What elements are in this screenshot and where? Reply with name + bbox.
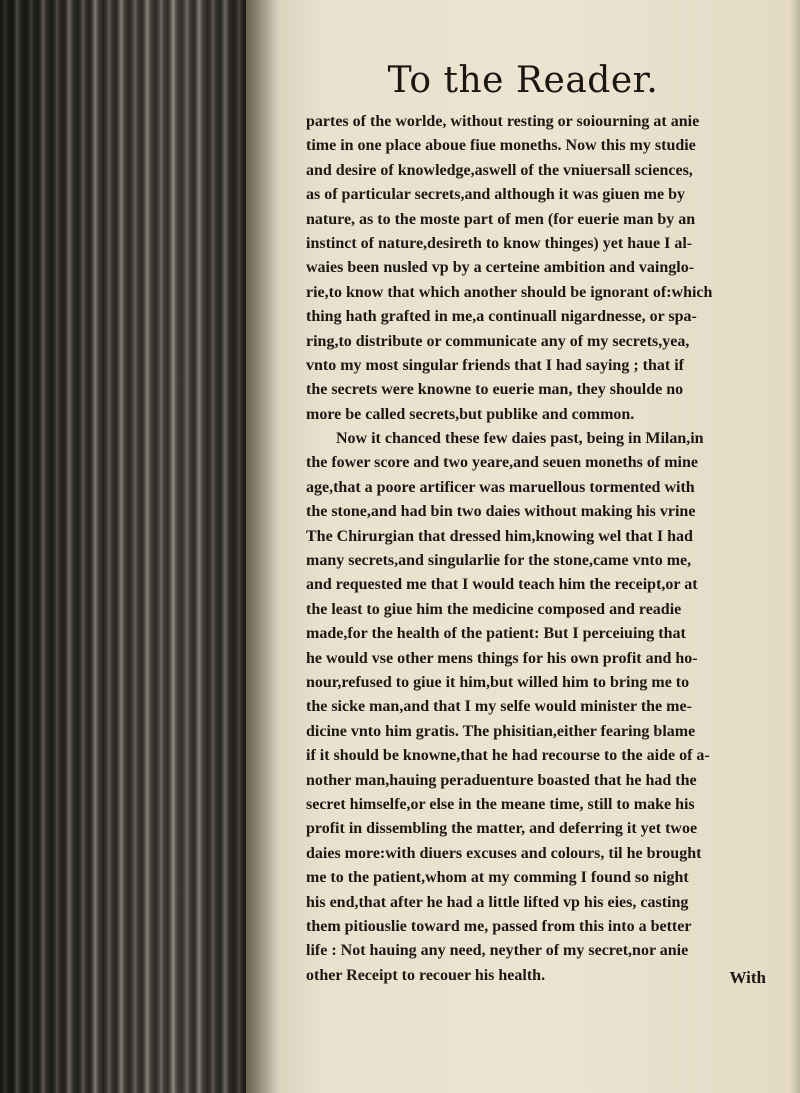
text-line: the fower score and two yeare,and seuen moneths of mine: [306, 454, 698, 472]
text-line: rie,to know that which another should be ignorant of:which: [306, 283, 713, 301]
text-line: age,that a poore artificer was maruellous tormented with: [306, 478, 695, 496]
body-text: [306, 110, 766, 988]
text-line: many secrets,and singularlie for the stone,came vnto me,: [306, 552, 692, 570]
text-line: vnto my most singular friends that I had saying ; that if: [306, 356, 684, 374]
text-line: the stone,and had bin two daies without making his vrine: [306, 503, 696, 521]
text-line: Now it chanced these few daies past, being in Milan,in: [336, 430, 704, 448]
text-line: partes of the worlde, without resting or soiourning at anie: [306, 113, 700, 130]
text-line: and desire of knowledge,aswell of the vniuersall sciences,: [306, 161, 693, 179]
text-line: he would vse other mens things for his own profit and ho-: [306, 649, 698, 667]
text-line: waies been nusled vp by a certeine ambition and vainglo-: [306, 259, 695, 277]
text-line: thing hath grafted in me,a continuall nigardnesse, or spa-: [306, 308, 697, 326]
text-line: nother man,hauing peraduenture boasted that he had the: [306, 771, 697, 789]
text-line: nature, as to the moste part of men (for euerie man by an: [306, 210, 696, 228]
text-line: his end,that after he had a little lifted vp his eies, casting: [306, 893, 689, 911]
text-line: time in one place aboue fiue moneths. Now this my studie: [306, 137, 696, 155]
text-line: nour,refused to giue it him,but willed him to bring me to: [306, 673, 690, 691]
text-line: them pitiouslie toward me, passed from this into a better: [306, 917, 692, 935]
text-line: ring,to distribute or communicate any of my secrets,yea,: [306, 332, 690, 350]
text-line: if it should be knowne,that he had recourse to the aide of a-: [306, 747, 710, 765]
text-line: and requested me that I would teach him the receipt,or at: [306, 576, 698, 594]
text-line: the least to giue him the medicine composed and readie: [306, 600, 682, 618]
text-line: secret himselfe,or else in the meane time, still to make his: [306, 795, 695, 813]
catchword: With: [729, 968, 766, 987]
text-line: more be called secrets,but publike and common.: [306, 405, 635, 423]
text-line: life : Not hauing any need, neyther of my secret,nor anie: [306, 942, 689, 960]
text-line: dicine vnto him gratis. The phisitian,either fearing blame: [306, 722, 696, 740]
text-line: me to the patient,whom at my comming I found so night: [306, 869, 689, 887]
text-line: instinct of nature,desireth to know thinges) yet haue I al-: [306, 234, 693, 252]
text-line: profit in dissembling the matter, and deferring it yet twoe: [306, 820, 698, 838]
text-line: daies more:with diuers excuses and colours, til he brought: [306, 844, 702, 862]
text-line: made,for the health of the patient: But I perceiuing that: [306, 625, 686, 643]
page-gutter-shadow: [246, 0, 280, 1093]
page-edge-shadow: [790, 0, 800, 1093]
text-line: as of particular secrets,and although it was giuen me by: [306, 186, 685, 204]
spine-shadow: [0, 0, 262, 1093]
text-line: the sicke man,and that I my selfe would minister the me-: [306, 698, 692, 716]
page-header: To the Reader.: [387, 60, 659, 101]
text-line: The Chirurgian that dressed him,knowing wel that I had: [306, 527, 693, 545]
text-line: other Receipt to recouer his health.: [306, 966, 546, 984]
book-page: [246, 0, 800, 1093]
text-line: the secrets were knowne to euerie man, they shoulde no: [306, 381, 684, 399]
